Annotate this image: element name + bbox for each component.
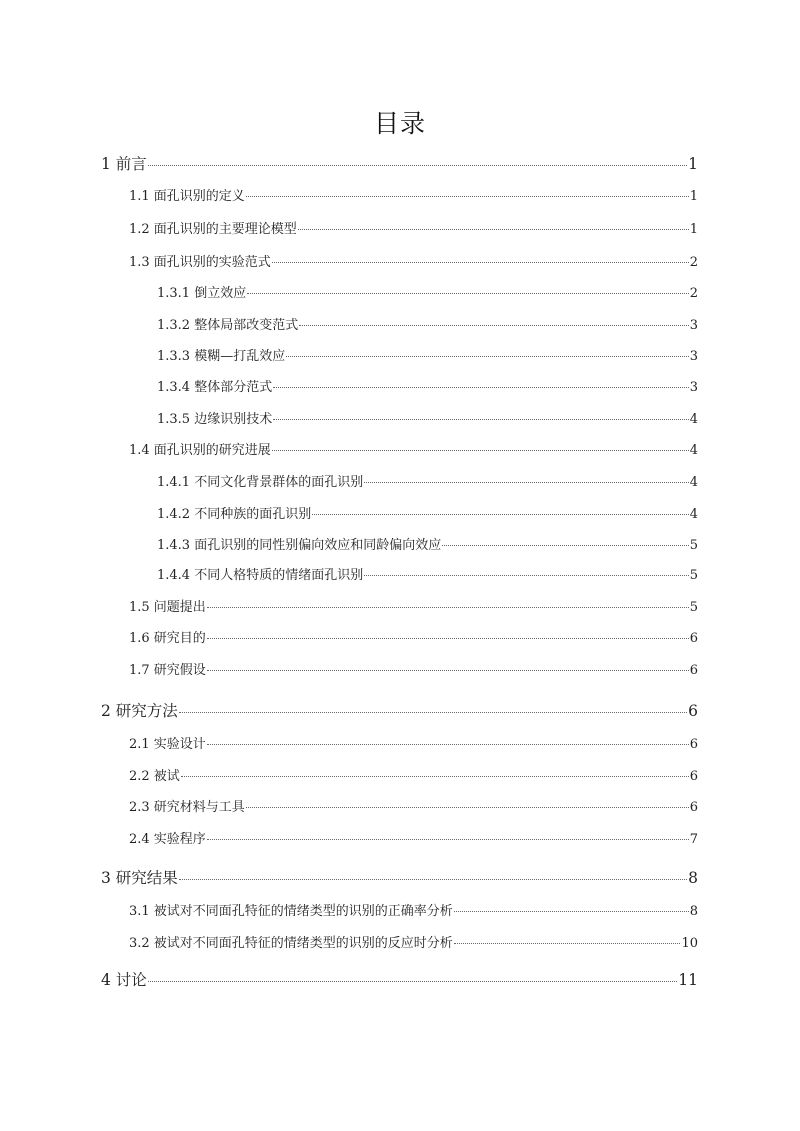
toc-entry-page: 5 bbox=[689, 600, 698, 615]
toc-entry-label: 1.5 问题提出 bbox=[129, 600, 206, 615]
toc-entry-label: 2.1 实验设计 bbox=[129, 737, 206, 752]
toc-entry-page: 11 bbox=[678, 971, 698, 989]
toc-entry[interactable] bbox=[129, 902, 698, 922]
dot-leader bbox=[179, 712, 687, 713]
dot-leader bbox=[207, 638, 689, 639]
toc-entry-label: 1.3 面孔识别的实验范式 bbox=[129, 255, 271, 270]
toc-entry-page: 3 bbox=[689, 349, 698, 364]
dot-leader bbox=[247, 293, 689, 294]
toc-entry-page: 1 bbox=[689, 189, 698, 204]
dot-leader bbox=[246, 196, 689, 197]
toc-entry[interactable] bbox=[129, 798, 698, 818]
dot-leader bbox=[148, 981, 677, 982]
toc-entry[interactable] bbox=[101, 868, 698, 888]
toc-entry-page: 4 bbox=[689, 412, 698, 427]
toc-entry[interactable] bbox=[157, 536, 698, 556]
toc-entry-page: 3 bbox=[689, 318, 698, 333]
toc-entry-label: 1.4.2 不同种族的面孔识别 bbox=[157, 507, 312, 522]
toc-entry-page: 5 bbox=[689, 568, 698, 583]
toc-entry-label: 1.4.4 不同人格特质的情绪面孔识别 bbox=[157, 568, 364, 583]
toc-entry-label: 1.7 研究假设 bbox=[129, 663, 206, 678]
toc-entry[interactable] bbox=[157, 566, 698, 586]
toc-entry-label: 1.4.3 面孔识别的同性别偏向效应和同龄偏向效应 bbox=[157, 538, 442, 553]
toc-entry-label: 2.4 实验程序 bbox=[129, 832, 206, 847]
toc-entry-page: 6 bbox=[689, 800, 698, 815]
dot-leader bbox=[364, 575, 689, 576]
dot-leader bbox=[312, 514, 689, 515]
toc-title: 目录 bbox=[373, 109, 426, 138]
toc-entry[interactable] bbox=[129, 767, 698, 787]
toc-entry-label: 2.3 研究材料与工具 bbox=[129, 800, 245, 815]
toc-entry-label: 1.2 面孔识别的主要理论模型 bbox=[129, 222, 297, 237]
toc-entry[interactable] bbox=[157, 473, 698, 493]
dot-leader bbox=[207, 839, 689, 840]
toc-entry-page: 8 bbox=[689, 904, 698, 919]
toc-entry-page: 6 bbox=[688, 702, 698, 720]
toc-entry[interactable] bbox=[129, 830, 698, 850]
dot-leader bbox=[442, 545, 689, 546]
toc-entry[interactable] bbox=[101, 154, 698, 174]
toc-entry[interactable] bbox=[157, 378, 698, 398]
dot-leader bbox=[454, 943, 681, 944]
toc-entry[interactable] bbox=[129, 598, 698, 618]
dot-leader bbox=[272, 262, 689, 263]
dot-leader bbox=[299, 325, 689, 326]
toc-entry[interactable] bbox=[129, 934, 698, 954]
toc-entry[interactable] bbox=[129, 220, 698, 240]
toc-entry-label: 2.2 被试 bbox=[129, 769, 180, 784]
toc-entry-label: 1 前言 bbox=[101, 155, 147, 173]
dot-leader bbox=[298, 229, 689, 230]
dot-leader bbox=[454, 911, 689, 912]
dot-leader bbox=[207, 670, 689, 671]
dot-leader bbox=[148, 165, 687, 166]
toc-entry[interactable] bbox=[129, 187, 698, 207]
dot-leader bbox=[272, 450, 689, 451]
toc-entry[interactable] bbox=[129, 253, 698, 273]
toc-entry-page: 8 bbox=[688, 869, 698, 887]
toc-entry-page: 6 bbox=[689, 737, 698, 752]
toc-entry[interactable] bbox=[129, 735, 698, 755]
toc-entry-label: 1.3.1 倒立效应 bbox=[157, 286, 247, 301]
dot-leader bbox=[286, 356, 689, 357]
toc-entry[interactable] bbox=[129, 441, 698, 461]
toc-entry-page: 10 bbox=[681, 936, 698, 951]
toc-entry-label: 2 研究方法 bbox=[101, 702, 178, 720]
toc-entry[interactable] bbox=[129, 629, 698, 649]
toc-entry-label: 1.4.1 不同文化背景群体的面孔识别 bbox=[157, 475, 364, 490]
toc-entry-label: 1.4 面孔识别的研究进展 bbox=[129, 443, 271, 458]
toc-entry-page: 1 bbox=[688, 155, 698, 173]
toc-entry-page: 6 bbox=[689, 663, 698, 678]
toc-entry-label: 1.3.3 模糊—打乱效应 bbox=[157, 349, 286, 364]
toc-entry[interactable] bbox=[129, 661, 698, 681]
toc-entry-page: 4 bbox=[689, 443, 698, 458]
toc-entry-label: 1.1 面孔识别的定义 bbox=[129, 189, 245, 204]
toc-entry[interactable] bbox=[157, 347, 698, 367]
dot-leader bbox=[179, 879, 687, 880]
toc-entry-page: 1 bbox=[689, 222, 698, 237]
dot-leader bbox=[273, 419, 689, 420]
toc-entry[interactable] bbox=[157, 410, 698, 430]
dot-leader bbox=[364, 482, 689, 483]
dot-leader bbox=[207, 607, 689, 608]
toc-entry-page: 2 bbox=[689, 286, 698, 301]
toc-entry-page: 7 bbox=[689, 832, 698, 847]
toc-entry-label: 3.1 被试对不同面孔特征的情绪类型的识别的正确率分析 bbox=[129, 904, 453, 919]
toc-entry-page: 2 bbox=[689, 255, 698, 270]
toc-entry-page: 4 bbox=[689, 475, 698, 490]
toc-entry[interactable] bbox=[157, 316, 698, 336]
dot-leader bbox=[246, 807, 689, 808]
toc-entry[interactable] bbox=[157, 505, 698, 525]
dot-leader bbox=[273, 387, 689, 388]
toc-entry[interactable] bbox=[157, 284, 698, 304]
toc-entry-page: 6 bbox=[689, 769, 698, 784]
toc-entry-label: 3.2 被试对不同面孔特征的情绪类型的识别的反应时分析 bbox=[129, 936, 453, 951]
toc-entry-page: 4 bbox=[689, 507, 698, 522]
toc-entry-label: 4 讨论 bbox=[101, 971, 147, 989]
dot-leader bbox=[207, 744, 689, 745]
dot-leader bbox=[181, 776, 689, 777]
toc-entry-page: 3 bbox=[689, 380, 698, 395]
toc-entry-label: 1.3.4 整体部分范式 bbox=[157, 380, 273, 395]
toc-entry-label: 1.6 研究目的 bbox=[129, 631, 206, 646]
toc-entry-page: 5 bbox=[689, 538, 698, 553]
toc-entry[interactable] bbox=[101, 701, 698, 721]
toc-entry-label: 3 研究结果 bbox=[101, 869, 178, 887]
toc-entry-label: 1.3.5 边缘识别技术 bbox=[157, 412, 273, 427]
toc-entry[interactable] bbox=[101, 970, 698, 990]
toc-entry-page: 6 bbox=[689, 631, 698, 646]
toc-entry-label: 1.3.2 整体局部改变范式 bbox=[157, 318, 299, 333]
